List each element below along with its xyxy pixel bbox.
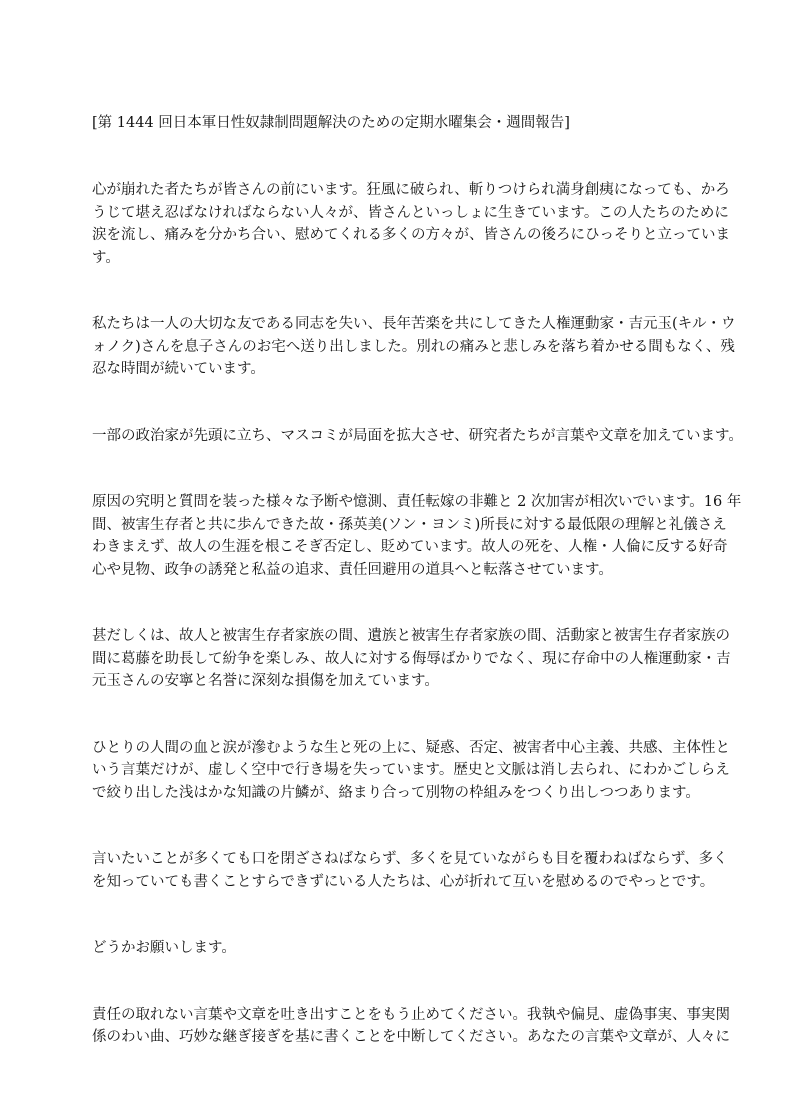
paragraph-line: す。 [92,249,120,266]
paragraph-5 [92,625,731,693]
paragraph-line: いう言葉だけが、虚しく空中で行き場を失っています。歴史と文脈は消し去られ、にわかごしらえ [92,762,730,778]
paragraph-7 [92,848,728,893]
paragraph-line: 責任の取れない言葉や文章を吐き出すことをもう止めてください。我執や偏見、虚偽事実、事実関 [92,1006,730,1023]
paragraph-line: 間に葛藤を助長して紛争を楽しみ、故人に対する侮辱ばかりでなく、現に存命中の人権運動家・吉 [92,650,731,667]
paragraph-line: で絞り出した浅はかな知識の片鱗が、絡まり合って別物の枠組みをつくり出しつつあります。 [92,784,700,801]
paragraph-line: 間、被害生存者と共に歩んできた故・孫英美(ソン・ヨンミ)所長に対する最低限の理解と礼儀さえ [92,516,727,533]
paragraph-6 [92,737,730,805]
paragraph-line: 涙を流し、痛みを分かち合い、慰めてくれる多くの方々が、皆さんの後ろにひっそりと立っていま [92,227,730,243]
paragraph-line: 言いたいことが多くても口を閉ざさねばならず、多くを見ていながらも目を覆わねばならず、多く [92,851,728,867]
paragraph-line: うじて堪え忍ばなければならない人々が、皆さんといっしょに生きています。この人たちのために [92,204,729,221]
report-heading: [第 1444 回日本軍日性奴隷制問題解決のための定期水曜集会・週間報告] [92,115,570,131]
paragraph-line: 一部の政治家が先頭に立ち、マスコミが局面を拡大させ、研究者たちが言葉や文章を加えています。 [92,427,743,444]
paragraph-1 [92,179,730,269]
paragraph-line: 元玉さんの安寧と名誉に深刻な損傷を加えています。 [92,673,439,689]
paragraph-line: 原因の究明と質問を装った様々な予断や憶測、責任転嫁の非難と 2 次加害が相次いでいます。16 年 [92,494,742,510]
paragraph-line: ひとりの人間の血と涙が滲むような生と死の上に、疑惑、否定、被害者中心主義、共感、主体性と [92,739,730,756]
paragraph-line: ォノク)さんを息子さんのお宅へ送り出しました。別れの痛みと悲しみを落ち着かせる間もなく、残 [92,338,735,355]
paragraph-line: わきまえず、故人の生涯を根こそぎ否定し、貶めています。故人の死を、人権・人倫に反する好奇 [92,539,728,555]
paragraph-line: 甚だしくは、故人と被害生存者家族の間、遺族と被害生存者家族の間、活動家と被害生存者家族の [92,628,730,644]
paragraph-2 [92,313,736,381]
document-page [92,112,743,1093]
paragraph-8 [92,937,712,960]
paragraph-line: 心や見物、政争の誘発と私益の追求、責任回避用の道具へと転落させています。 [92,561,613,578]
paragraph-line: 係のわい曲、巧妙な継ぎ接ぎを基に書くことを中断してください。あなたの言葉や文章が、人々に [92,1029,730,1045]
paragraph-line: 心が崩れた者たちが皆さんの前にいます。狂風に破られ、斬りつけられ満身創痍になっても、かろ [92,182,730,198]
paragraph-4 [92,491,742,581]
paragraph-line: を知っていても書くことすらできずにいる人たちは、心が折れて互いを慰めるのでやっとです。 [92,873,715,890]
paragraph-line: どうかお願いします。 [92,940,236,956]
paragraph-9 [92,1004,730,1049]
paragraph-3 [92,425,743,448]
paragraph-line: 忍な時間が続いています。 [92,361,265,377]
paragraph-line: 私たちは一人の大切な友である同志を失い、長年苦楽を共にしてきた人権運動家・吉元玉(キル・ウ [92,316,736,332]
